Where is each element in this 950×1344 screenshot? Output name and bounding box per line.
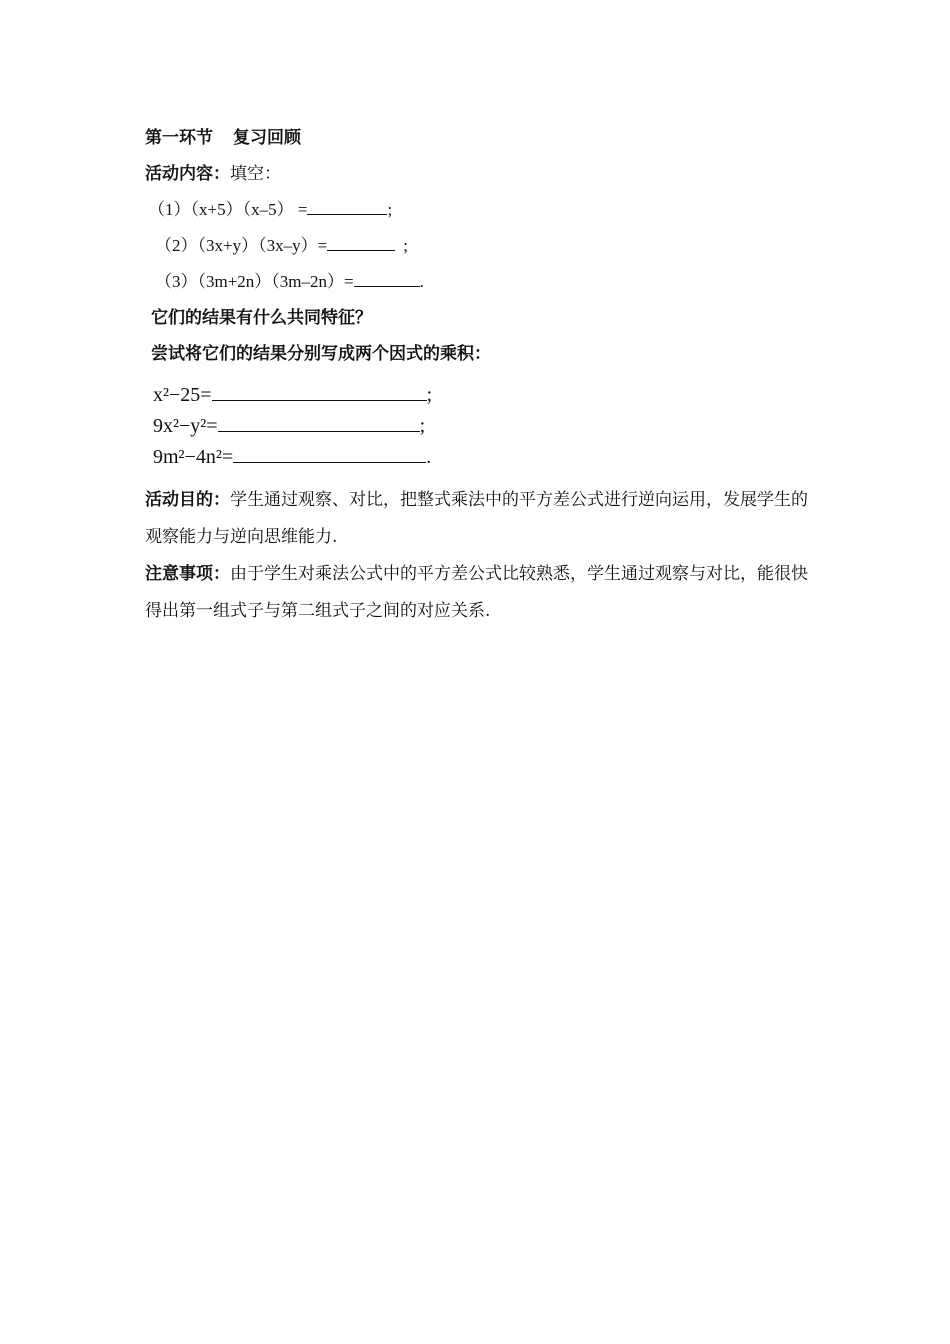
answer-blank[interactable] bbox=[218, 413, 420, 432]
exercise-end: . bbox=[419, 272, 424, 291]
exercise-number: （1） bbox=[148, 200, 191, 219]
activity-content-line bbox=[145, 162, 281, 186]
notes-label: 注意事项： bbox=[145, 564, 230, 584]
section-subtitle: 复习回顾 bbox=[233, 128, 301, 148]
exercise-number: （2） bbox=[155, 236, 198, 255]
answer-blank[interactable] bbox=[233, 444, 426, 463]
exercise-2 bbox=[155, 234, 408, 258]
activity-content-label: 活动内容： bbox=[145, 164, 230, 184]
exercise-end: ; bbox=[387, 200, 393, 219]
factor-end: ; bbox=[419, 415, 426, 437]
activity-content-text: 填空： bbox=[230, 164, 281, 184]
answer-blank[interactable] bbox=[354, 270, 420, 287]
exercise-expression: （x+5）（x–5） = bbox=[190, 200, 308, 219]
activity-goal-label: 活动目的： bbox=[145, 490, 230, 510]
exercise-3 bbox=[155, 270, 424, 294]
activity-goal-text: 学生通过观察、对比，把整式乘法中的平方差公式进行逆向运用，发展学生的观察能力与逆向思维能力. bbox=[145, 490, 808, 547]
answer-blank[interactable] bbox=[307, 198, 387, 215]
notes-text: 由于学生对乘法公式中的平方差公式比较熟悉，学生通过观察与对比，能很快得出第一组式子与第二组式子之间的对应关系. bbox=[145, 564, 808, 621]
answer-blank[interactable] bbox=[212, 382, 427, 401]
question-common-feature: 它们的结果有什么共同特征？ bbox=[151, 308, 372, 328]
factor-item-1 bbox=[153, 380, 432, 410]
factor-expression: 9x²−y²= bbox=[153, 415, 218, 437]
exercise-end: ; bbox=[403, 236, 408, 255]
exercise-expression: （3x+y）（3x–y）= bbox=[197, 236, 328, 255]
exercise-1 bbox=[148, 198, 392, 222]
activity-goal-paragraph bbox=[145, 482, 813, 556]
factor-expression: x²−25= bbox=[153, 384, 212, 406]
answer-blank[interactable] bbox=[327, 234, 395, 251]
question-factor-product: 尝试将它们的结果分别写成两个因式的乘积： bbox=[151, 344, 491, 364]
exercise-number: （3） bbox=[155, 272, 198, 291]
factor-item-3 bbox=[153, 442, 431, 472]
factor-item-2 bbox=[153, 411, 425, 441]
factor-end: . bbox=[426, 446, 432, 468]
section-title: 第一环节 bbox=[145, 128, 213, 148]
exercise-expression: （3m+2n）（3m–2n）= bbox=[197, 272, 354, 291]
section-heading bbox=[145, 126, 301, 150]
factor-end: ; bbox=[426, 384, 433, 406]
factor-expression: 9m²−4n²= bbox=[153, 446, 234, 468]
notes-paragraph bbox=[145, 556, 813, 630]
